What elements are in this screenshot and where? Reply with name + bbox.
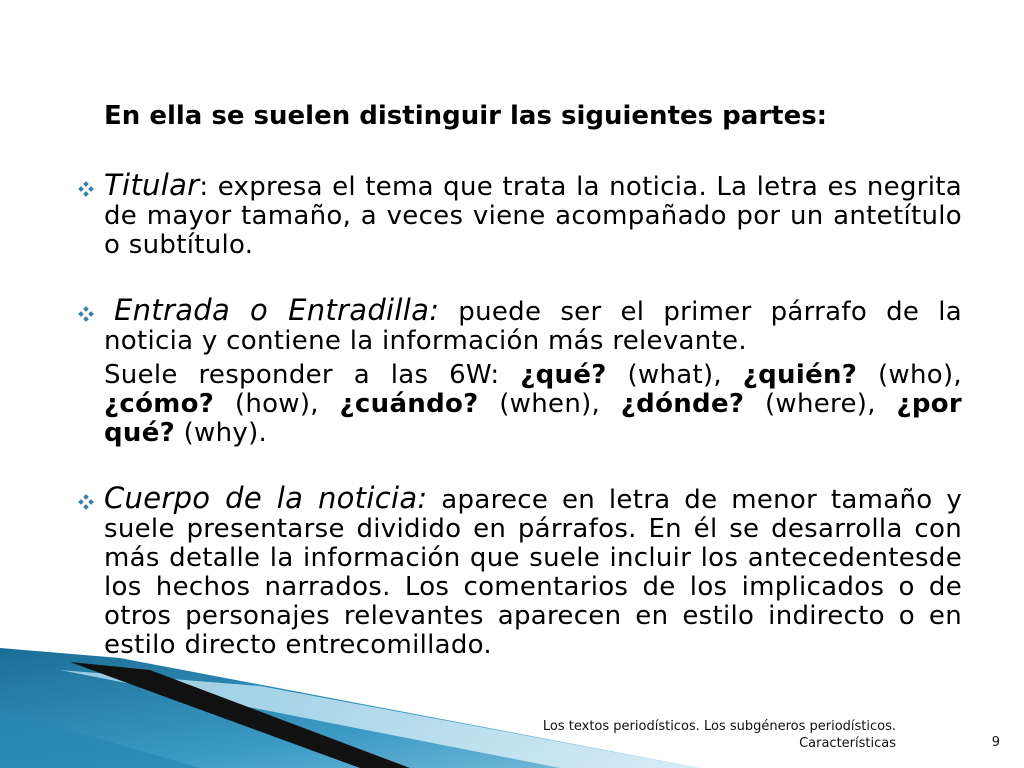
text-entrada: puede ser el primer párrafo de la noticia y contiene la información más relevante.	[104, 297, 962, 356]
text-titular: : expresa el tema que trata la noticia. La letra es negrita de mayor tamaño, a veces viene acompañado por un antetítulo o subtítulo.	[104, 172, 962, 260]
sixw-when: ¿cuándo?	[339, 389, 479, 419]
sixw-where: ¿dónde?	[620, 389, 745, 419]
sixw-where-gloss: (where),	[744, 389, 897, 419]
sixw-lead: Suele responder a las 6W:	[104, 360, 521, 390]
bullet-entrada	[104, 293, 962, 356]
sixw-why-gloss: (why).	[175, 418, 268, 448]
footer-line-1: Los textos periodísticos. Los subgéneros periodísticos.	[542, 719, 896, 734]
term-cuerpo: Cuerpo de la noticia:	[104, 481, 428, 515]
sixw-what: ¿qué?	[520, 360, 607, 390]
diamond-bullet-icon	[78, 306, 94, 322]
page-number: 9	[991, 735, 1000, 750]
entrada-6w-paragraph	[104, 361, 962, 448]
sixw-who-gloss: (who),	[857, 360, 962, 390]
term-entrada: Entrada o Entradilla:	[114, 293, 440, 327]
bullet-titular	[104, 168, 962, 260]
intro-heading: En ella se suelen distinguir las siguientes partes:	[104, 101, 828, 131]
diamond-bullet-icon	[78, 494, 94, 510]
sixw-who: ¿quién?	[742, 360, 858, 390]
diamond-bullet-icon	[78, 181, 94, 197]
sixw-how: ¿cómo?	[104, 389, 215, 419]
sixw-how-gloss: (how),	[214, 389, 340, 419]
footer-title	[500, 718, 896, 752]
sixw-why: ¿por qué?	[104, 389, 963, 448]
sixw-what-gloss: (what),	[606, 360, 743, 390]
term-titular: Titular	[104, 168, 200, 202]
footer-line-2: Características	[799, 736, 896, 751]
sixw-when-gloss: (when),	[478, 389, 621, 419]
text-cuerpo: aparece en letra de menor tamaño y suele presentarse dividido en párrafos. En él se desarrolla con más detalle la información que suele incluir los antecedentesde los hechos narrados. Los comentarios de los implicados o de otros personajes relevantes aparecen en estilo indirecto o en estilo directo entrecomillado.	[104, 485, 963, 660]
